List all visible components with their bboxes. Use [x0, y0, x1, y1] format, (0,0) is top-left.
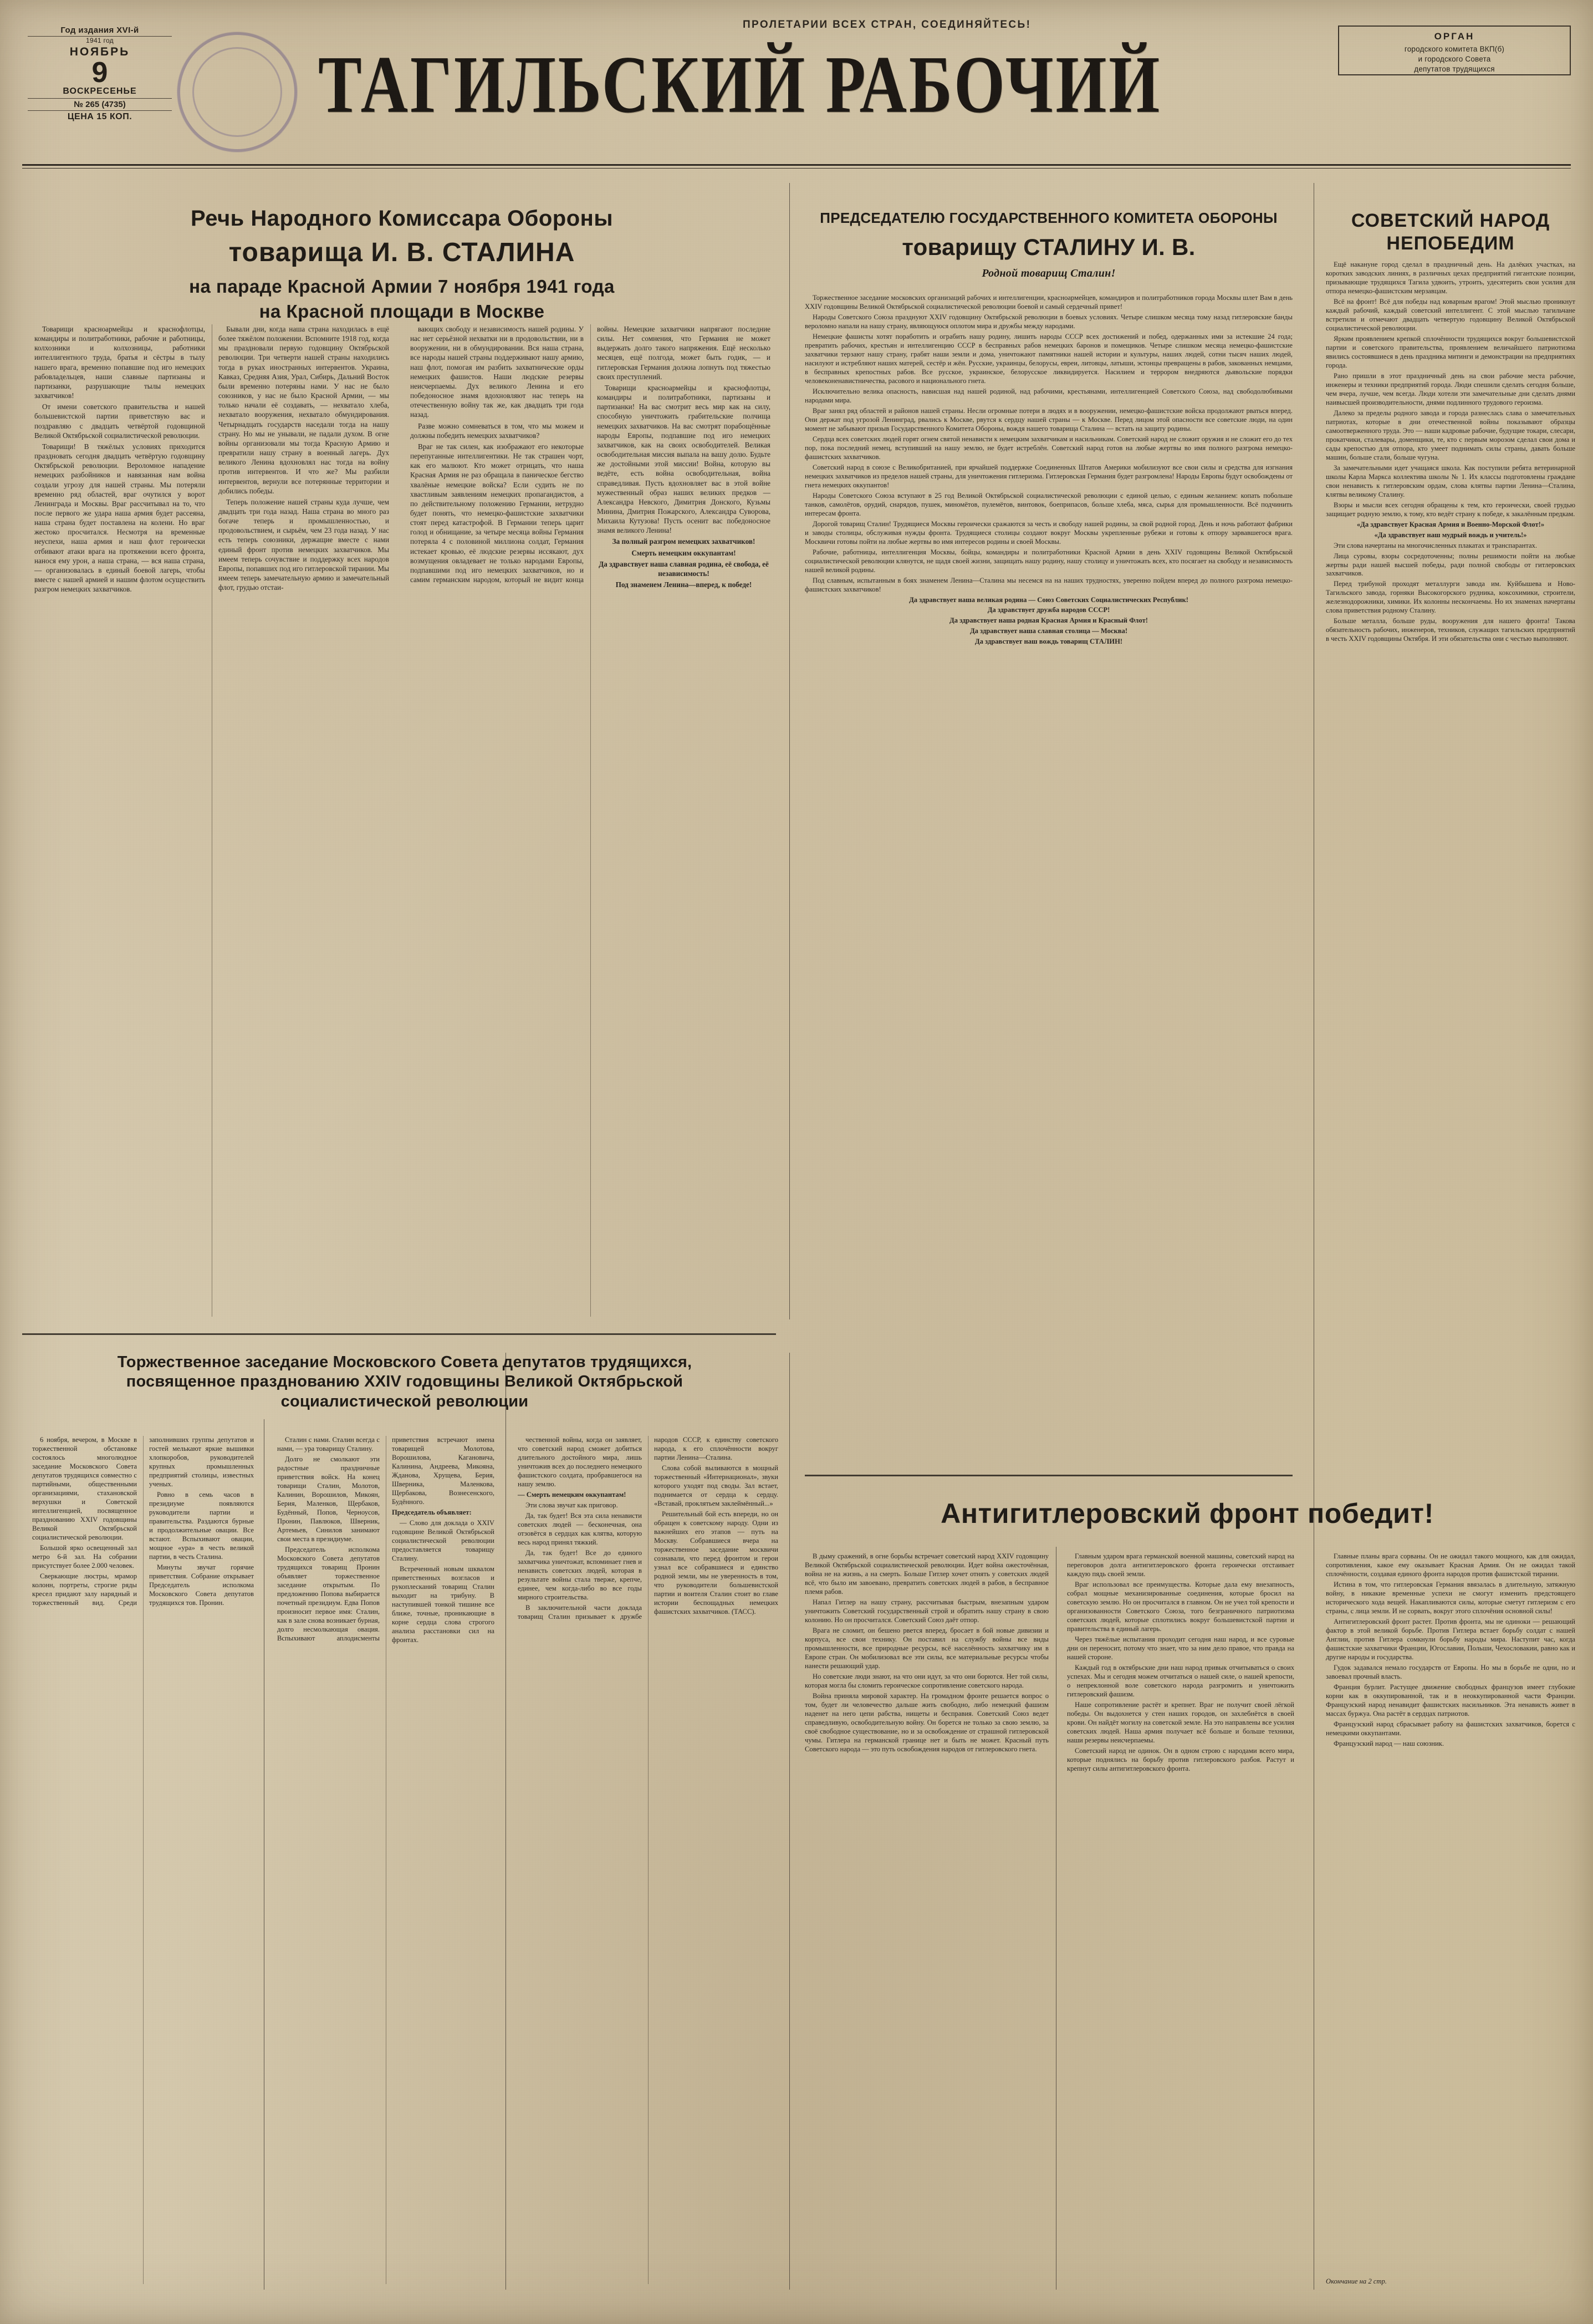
article5-c2-p5: Наше сопротивление растёт и крепнет. Враг не получит своей лёгкой победы. Он выдохнется у стен наших городов, он захлебнётся в своей крови. Он найдёт могилу на советской земле. На это направлены все усилия советских людей. Наша армия получает всё больше и больше техники, наши резервы неисчерпаемы.: [1067, 1700, 1294, 1744]
article1-head-line4: на Красной площади в Москве: [259, 300, 545, 322]
edition-weekday: ВОСКРЕСЕНЬЕ: [63, 86, 137, 96]
continued-label: Окончание на 2 стр.: [1326, 2277, 1387, 2285]
article2-p9: Дорогой товарищ Сталин! Трудящиеся Москвы героически сражаются за честь и свободу нашей родины, за свой родной город. День и ночь работают фабрики и заводы столицы, обслуживая нужды фронта. Трудящиеся столицы создают вокруг Москвы укрепленные рубежи и готовы к отпору зарвавшегося врага. Москвичи готовы пойти на любые жертвы во имя интересов родины и своей Москвы.: [805, 519, 1293, 546]
article3-p1: Ещё накануне город сделал в праздничный день. На далёких участках, на коротких заводских линиях, в различных цехах предприятий гигантские позиции, призывающие трудящихся Тагила удвоить, утроить, удесятерить свои усилия для отпора немецко-фашистским мерзавцам.: [1326, 261, 1575, 295]
article4-c2-p4: Председатель объявляет:: [392, 1508, 472, 1516]
article3-body: [1326, 261, 1575, 1397]
article4-head-line3: социалистической революции: [280, 1392, 529, 1410]
article4-c1-p5: Минуты звучат горячие приветствия. Собрание открывает Председатель исполкома Московского Совета депутатов трудящихся тов. Пронин.: [149, 1563, 254, 1607]
section-rule-upper: [22, 1333, 776, 1335]
article4-c1-p1: 6 ноября, вечером, в Москве в торжественной обстановке состоялось многолюдное заседание Московского Совета депутатов трудящихся совместно с партийными, общественными организациями, стахановской верхушки и Советской интеллигенцией, посвященное празднованию XXIV годовщины Великой Октябрьской социалистической революции.: [32, 1436, 137, 1541]
organ-label: ОРГАН: [1434, 31, 1475, 42]
article1-slogan-4: Под знаменем Ленина—вперед, к победе!: [615, 580, 752, 589]
article3-p10: Перед трибуной проходят металлурги завода им. Куйбышева и Ново-Тагильского завода, горняки Высокогорского рудника, коксохимики, строители, железнодорожники, химики. Их колонны нескончаемы. Но их знаменах начертаны слова приветствия родному Сталину.: [1326, 580, 1575, 615]
article3-p5: Далеко за пределы родного завода и города разнеслась слава о замечательных патриотах, которые в дни отечественной войны показывают образцы самоотверженного труда. Это — наши кадровые рабочие, будущие токари, слесари, прокатчики, сталевары, доменщики, те, кто с первым морозом сделал свои дома и сады крепостью для отпора, кто умеет поднимать силы страны, давать больше машин, больше стали, больше чугуна.: [1326, 409, 1575, 461]
article4-c3-p2: — Смерть немецким оккупантам!: [518, 1490, 626, 1499]
article3-slogan-1: «Да здравствует Красная Армия и Военно-Морской Флот!»: [1356, 520, 1545, 528]
article2-p5: Враг занял ряд областей и районов нашей страны. Несли огромные потери в людях и в вооружении, немецко-фашистские войска продолжают рваться вперед. Они держат под угрозой Ленинград, рвались к Москве, рвутся к сердцу нашей страны — к Москве. Перед лицом этой опасности все советские люди, на один момент не забывают призыв Государственного Комитета Обороны, вождя нашего товарища Сталина — встать на защиту родины.: [805, 406, 1293, 432]
article2-p10: Рабочие, работницы, интеллигенция Москвы, бойцы, командиры и политработники Красной Армии в день XXIV годовщины Великой Октябрьской социалистической революции клянутся, не щадя своей жизни, защищать нашу родину, нашу столицу и уничтожать всех, кто посягает на свободу и независимость нашей великой родины.: [805, 548, 1293, 574]
article1-p4: Бывали дни, когда наша страна находилась в ещё более тяжёлом положении. Вспомните 1918 год, когда мы праздновали первую годовщину Октябрьской революции. Три четверти нашей страны находились тогда в руках иностранных интервентов. Украина, Кавказ, Средняя Азия, Урал, Сибирь, Дальний Восток были временно потеряны нами. У нас не было союзников, у нас не было Красной Армии, — мы только начали её создавать, — нехватало хлеба, нехватало вооружения, нехватало обмундирования. Четырнадцать государств наседали тогда на нашу страну. Но мы не унывали, не падали духом. В огне войны организовали мы тогда Красную Армию и превратили нашу страну в военный лагерь. Дух великого Ленина вдохновлял нас тогда на войну против интервентов. И что же? Мы разбили интервентов, вернули все потерянные территории и добились победы.: [218, 325, 389, 495]
article2-p1: Торжественное заседание московских организаций рабочих и интеллигенции, красноармейцев, командиров и политработников города Москвы шлет Вам в день XXIV годовщины Великой Октябрьской социалистической революции боевой и самый сердечный привет!: [805, 294, 1293, 310]
article4-c3-p4: Да, так будет! Вся эта сила ненависти советских людей — бесконечная, она отзовётся в сердцах как клятва, которую весь народ принял тяжкий.: [518, 1511, 642, 1546]
article4-c3-p7: Слова собой выливаются в мощный торжественный «Интернационал», звуки которого уходят под своды. Зал встает, поднимается от сердца к сердцу. «Вставай, проклятьем заклеймённый...»: [654, 1464, 778, 1507]
article4-column-3: [518, 1436, 778, 2284]
article5-c3-p1: Главные планы врага сорваны. Он не ожидал такого мощного, как для ожидал, сопротивления, какое ему оказывает Красная Армия. Он не ожидал такой сплочённости, создавая единого фронта народов против фашистской тирании.: [1326, 1552, 1575, 1578]
article4-c2-p2: Долго не смолкают эти радостные праздничные приветствия войск. На конец товарищи Сталин, Молотов, Калинин, Ворошилов, Микоян, Берия, Маленков, Щербаков, Будённый, Попов, Черноусов, Пронин, Павлюков, Шверник, Артемьев, Синилов занимают свои места в президиуме.: [277, 1455, 380, 1543]
article5-c3-p6: Французский народ сбрасывает работу на фашистских захватчиков, борется с немецкими оккупантами.: [1326, 1720, 1575, 1737]
article5-column-2: [1067, 1552, 1294, 2290]
article3-p11: Больше металла, больше руды, вооружения для нашего фронта! Такова обязательность рабочих, инженеров, техников, служащих тагильских предприятий в честь XXIV годовщины Октября. И эти обязательства они с честью выполняют.: [1326, 617, 1575, 643]
article4-c1-p3: Сверкающие люстры, мрамор колонн, портреты, строгие ряды кресел придают залу нарядный и торжественный вид. Среди заполнивших группы депутатов и гостей мелькают яркие вышивки хлопкоробов, руководителей крупных промышленных предприятий столицы, известных ученых.: [32, 1436, 254, 1607]
article4-c3-p8: Решительный бой есть впереди, но он обращен к советскому народу. Одни из важнейших его этапов — путь на Москву. Собравшиеся вчера на торжественное заседание москвичи сознавали, что перед фронтом и герои узнал все собравшиеся и единство родной земли, мы не уверенность в том, что руководители большевистской партии и воителя Сталин стоит во главе истории беспощадных немецких фашистских захватчиков. (ТАСС).: [654, 1510, 778, 1615]
article1-column-2: [410, 324, 770, 1317]
article1-p7: Разве можно сомневаться в том, что мы можем и должны победить немецких захватчиков?: [410, 421, 584, 440]
article3-headline: [1326, 210, 1575, 256]
article5-c2-p4: Каждый год в октябрьские дни наш народ привык отчитываться о своих успехах. Мы и сегодня можем отчитаться о нашей силе, о нашей крепости, о непреклонной воле советского народа разгромить и уничтожить гитлеровский фашизм.: [1067, 1663, 1294, 1698]
article5-c3-p4: Гудок задавался немало государств от Европы. Но мы в борьбе не одни, но и завоевал прочный власть.: [1326, 1663, 1575, 1680]
article1-p5: Теперь положение нашей страны куда лучше, чем двадцать три года назад. Наша страна во много раз богаче теперь и промышленностью, и продовольствием, и сырьём, чем 23 года назад. У нас есть теперь союзники, держащие вместе с нами единый фронт против немецких захватчиков. Мы имеем теперь сочувствие и поддержку всех народов Европы, попавших под иго гитлеровской тирании. Мы имеем теперь замечательную армию и замечательный флот, грудью отстаи-: [218, 497, 389, 592]
article1-p3: Товарищи! В тяжёлых условиях приходится праздновать сегодня двадцать четвёртую годовщину Октябрьской революции. Вероломное нападение немецких разбойников и навязанная нам война создали угрозу для нашей страны. Мы потеряли временно ряд областей, враг очутился у ворот Ленинграда и Москвы. Враг рассчитывал на то, что после первого же удара наша армия будет рассеяна, наша страна будет поставлена на колени. Но враг жестоко просчитался. Несмотря на временные неуспехи, наша армия и наш флот героически отбивают атаки врага на протяжении всего фронта, нанося ему урон, а наша страна, — вся наша страна, — организовалась в единый боевой лагерь, чтобы вместе с нашей армией и нашим флотом осуществить разгром немецких захватчиков.: [34, 442, 205, 594]
page-title: ТАГИЛЬСКИЙ РАБОЧИЙ: [318, 39, 1162, 130]
issue-price: ЦЕНА 15 КОП.: [28, 110, 172, 123]
article2-slogan-3: Да здравствует наша родная Красная Армия и Красный Флот!: [949, 616, 1148, 625]
masthead-rule-top: [22, 164, 1571, 166]
article2-p4: Исключительно велика опасность, нависшая над нашей родиной, над рабочими, крестьянами, интеллигенцией Советского Союза, над свободолюбивыми народами мира.: [805, 387, 1293, 404]
article2-p2: Народы Советского Союза празднуют XXIV годовщину Октябрьской революции в боевых условиях. Четыре слишком месяца тому назад гитлеровские банды вероломно напали на нашу страну, являющуюся оплотом мира и дружбы между народами.: [805, 313, 1293, 330]
article1-slogan-3: Да здравствует наша славная родина, её свобода, её независимость!: [599, 559, 769, 578]
article2-slogan-1: Да здравствует наша великая родина — Союз Советских Социалистических Республик!: [909, 595, 1188, 604]
article2-salutation: Родной товарищ Сталин!: [982, 267, 1116, 279]
section-rule-upper-right: [805, 1475, 1293, 1476]
article2-p6: Сердца всех советских людей горят огнем святой ненависти к немецким захватчикам и насильникам. Советский народ не сложит оружия и не сложит его до тех пор, пока последний немец, вступивший на нашу землю, не будет истреблён. Советский народ готов на любые жертвы во имя полного разгрома немецко-фашистских захватчиков.: [805, 435, 1293, 461]
article2-headline: [805, 210, 1293, 280]
article5-c3-p2: Истина в том, что гитлеровская Германия ввязалась в длительную, затяжную войну, в никакие временные успехи не смогут изменить предстоящего исторического хода вещей. Накапливаются силы, которые сметут гитлеризм с его страны, с лица земли. И не сорвать, вокруг этого сплочёния основной силы!: [1326, 1580, 1575, 1615]
article5-c1-p2: Напал Гитлер на нашу страну, рассчитывая быстрым, внезапным ударом уничтожить Советский государственный строй и обратить нашу страну в свою колонию. Но он просчитался. Советский Союз даёт отпор.: [805, 1598, 1049, 1624]
article1-slogan-1: За полный разгром немецких захватчиков!: [612, 537, 755, 546]
slogan-proletarians: ПРОЛЕТАРИИ ВСЕХ СТРАН, СОЕДИНЯЙТЕСЬ!: [743, 19, 1032, 30]
article1-head-line1: Речь Народного Комиссара Обороны: [191, 206, 613, 231]
article1-head-line3: на параде Красной Армии 7 ноября 1941 года: [189, 276, 615, 297]
article5-c2-p1: Главным ударом врага германской военной машины, советский народ на переговоров долга антигитлеровского фронта героически отстаивает каждую пядь своей земли.: [1067, 1552, 1294, 1578]
article2-slogan-4: Да здравствует наша славная столица — Москва!: [969, 627, 1128, 635]
article4-c3-p5: Да, так будет! Все до единого захватчика уничтожат, вспоминает гнев и ненависть советских людей, которая в результате войны стала тверже, крепче, единее, чем когда-либо во все годы мирного строительства.: [518, 1548, 642, 1601]
edition-year2: 1941 год: [86, 36, 114, 44]
article4-c2-p1: Сталин с нами. Сталин всегда с нами, — ура товарищу Сталину.: [277, 1436, 380, 1452]
article2-slogan-5: Да здравствует наш вождь товарищ СТАЛИН!: [974, 638, 1123, 646]
article4-head-line1: Торжественное заседание Московского Совета депутатов трудящихся,: [117, 1353, 692, 1371]
article2-p7: Советский народ в союзе с Великобританией, при ярчайшей поддержке Соединенных Штатов Америки мобилизуют все свои силы и средства для изгнания немецких захватчиков из пределов нашей страны, для уничтожения гитлеризма. Гитлеровская Германия будет разгромлена! Народы Европы будут освобождены от гнета немецких оккупантов!: [805, 463, 1293, 489]
article5-c3-p3: Антигитлеровский фронт растет. Против фронта, мы не одиноки — решающий фактор в этой великой борьбе. Против Гитлера встает борьбу солдат с нашей Англии, против Гитлера сомкнули борьбу народы мира. Наступит час, когда фашистские захватчики Франции, Югославии, Польши, Чехословакии, равно как и другие народы и государства.: [1326, 1617, 1575, 1661]
article5-c3-p7: Французский народ — наш союзник.: [1334, 1739, 1444, 1747]
article5-continuation-note: [1326, 2277, 1575, 2286]
article2-head-line1: ПРЕДСЕДАТЕЛЮ ГОСУДАРСТВЕННОГО КОМИТЕТА ОБОРОНЫ: [820, 210, 1278, 226]
article4-c2-p3: Председатель исполкома Московского Совета депутатов трудящихся товарищ Пронин объявляет торжественное заседание открытым. По предложению Попова выбирается почетный президиум. Едва Попов произносит первое имя: Сталин, как в зале снова возникает бурная, долго несмолкающая овация. Вспыхивают аплодисменты приветствия встречают имена товарищей Молотова, Ворошилова, Кагановича, Калинина, Андреева, Микояна, Жданова, Хрущева, Берия, Шверника, Маленкова, Щербакова, Вознесенского, Будённого.: [277, 1436, 494, 1642]
article1-column-1: [34, 324, 389, 1317]
column-divider-4: [789, 1353, 790, 2290]
masthead-date-block: [28, 26, 172, 122]
article2-p11: Под славным, испытанным в боях знаменем Ленина—Сталина мы несемся на на наших трудностях, уверенно пойдем вперед до полного разгрома немецко-фашистских захватчиков!: [805, 576, 1293, 593]
article1-p6: вающих свободу и независимость нашей родины. У нас нет серьёзной нехватки ни в продовольствии, ни в вооружении, ни в обмундировании. Вся наша страна, все народы нашей страны поддерживают нашу армию, наш флот, помогая им разбить захватнические орды немецких фашистов. Наши людские резервы неисчерпаемы. Дух великого Ленина и его победоносное знамя вдохновляют нас теперь на отечественную войну так же, как двадцать три года назад.: [410, 325, 584, 419]
article4-c3-p3: Эти слова звучат как приговор.: [525, 1501, 618, 1509]
organ-line-2: и городского Совета: [1418, 55, 1491, 64]
article5-c1-p3: Врага не сломит, он бешено рвется вперед, бросает в бой новые дивизии и корпуса, все свои технику. Он поставил на службу войны все виды промышленности, все природные ресурсы, всё населённость захватчику им в Европе стран. Он мобилизовал все эти силы, все материальные ресурсы чтобы нанести решающий удар.: [805, 1626, 1049, 1670]
article1-slogan-2: Смерть немецким оккупантам!: [631, 548, 736, 557]
edition-month: НОЯБРЬ: [69, 45, 130, 58]
article4-c2-p6: Встреченный новым шквалом приветственных возгласов и рукоплесканий товарищ Сталин выходит на трибуну. В наступившей тонкой тишине все ближе, точные, проникающие в корне сердца слова строгого анализа расстановки сил на фронтах.: [392, 1564, 494, 1644]
article3-p4: Рано пришли в этот праздничный день на свои рабочие места рабочие, инженеры и техники предприятий города. Люди спешили сделать сегодня больше, чем вчера, лучше, чем всегда. Люди хотели эти замечательные дни сделать днями наивысшей производительности, днями подлинного трудового героизма.: [1326, 371, 1575, 406]
article4-column-1: [32, 1436, 254, 2284]
edition-day: 9: [91, 56, 108, 89]
article1-p1: Товарищи красноармейцы и краснофлотцы, командиры и политработники, рабочие и работницы, колхозники и колхозницы, работники интеллигентного труда, братья и сёстры в тылу нашего врага, временно попавшие под иго немецких рабовладельцев, наши славные партизаны и партизанки, разрушающие тылы немецких захватчиков!: [34, 325, 205, 400]
article5-c3-p5: Франция бурлит. Растущее движение свободных французов имеет глубокие корни как в оккупированной, так и в неоккупированной части Франции. Французский народ ненавидит фашистских насильников. Эта ненависть живет в массах буржуа. Она растёт в сердцах патриотов.: [1326, 1683, 1575, 1717]
article3-p8: Эти слова начертаны на многочисленных плакатах и транспарантах.: [1334, 541, 1538, 549]
article5-c2-p6: Советский народ не одинок. Он в одном строю с народами всего мира, которые поднялись на борьбу против гитлеровского разбоя. Растут и крепнут силы антигитлеровского фронта.: [1067, 1746, 1294, 1772]
article3-head: СОВЕТСКИЙ НАРОД НЕПОБЕДИМ: [1351, 210, 1550, 254]
article2-slogan-2: Да здравствует дружба народов СССР!: [987, 606, 1110, 614]
article4-headline: [33, 1353, 776, 1411]
article1-p8: Враг не так силен, как изображают его некоторые перепуганные интеллигентики. Не так страшен чорт, как его малюют. Кто может отрицать, что наша Красная Армия не раз обращала в паническое бегство хвалёные немецкие войска? Если судить не по хвастливым заявлениям немецких пропагандистов, а по действительному положению Германии, нетрудно будет понять, что немецко-фашистские захватчики стоят перед катастрофой. В Германии теперь царит голод и обнищание, за четыре месяца войны Германия потеряла 4 с половиной миллиона солдат, Германия истекает кровью, её людские резервы иссякают, дух возмущения овладевает не только народами Европы, подпавшими под иго немецких захватчиков, но и самим германским народом, который не видит конца войны. Немецкие захватчики напрягают последние силы. Нет сомнения, что Германия не может выдержать долго такого напряжения. Ещё несколько месяцев, ещё полгода, может быть годик, — и гитлеровская Германия должна лопнуть под тяжестью своих преступлений.: [410, 325, 770, 584]
article4-head-line2: посвященное празднованию XXIV годовщины Великой Октябрьской: [126, 1373, 683, 1391]
edition-year: Год издания XVI-й: [28, 26, 172, 37]
article2-head-line2: товарищу СТАЛИНУ И. В.: [902, 233, 1196, 260]
organ-line-1: городского комитета ВКП(б): [1404, 45, 1505, 53]
article3-p9: Лица суровы, взоры сосредоточенны; полны решимости пойти на любые жертвы ради нашей высшей победы, ради полной свободы от гитлеровских захватчиков.: [1326, 552, 1575, 578]
article4-c1-p2: Большой ярко освещенный зал метро 6-й зал. На собрании присутствует более 2.000 человек.: [32, 1543, 137, 1569]
article3-slogan-2: «Да здравствует наш мудрый вождь и учитель!»: [1374, 531, 1527, 539]
article1-p2: От имени советского правительства и нашей большевистской партии приветствую вас и поздравляю с двадцать четвёртой годовщиной Великой Октябрьской социалистической революции.: [34, 402, 205, 440]
article1-head-line2: товарища И. В. СТАЛИНА: [228, 237, 575, 267]
organ-line-3: депутатов трудящихся: [1414, 65, 1495, 74]
column-divider-1: [789, 183, 790, 1319]
article2-body: [805, 294, 1293, 1452]
article5-c1-p1: В дыму сражений, в огне борьбы встречает советский народ XXIV годовщину Великой Октябрьской социалистической революции. Идет война ожесточённая, война не на жизнь, а на смерть. Больше Гитлер хочет отнять у советских людей всё, что было им завоевано, превратить советских людей в рабов, в бесправное племя рабов.: [805, 1552, 1049, 1596]
article5-headline: [805, 1497, 1570, 1531]
article4-c3-p6: В заключительной части доклада товарищ Сталин призывает к дружбе народов СССР, к единству советского народа, к его сплочённости вокруг партии Ленина—Сталина.: [518, 1436, 778, 1620]
article5-c1-p4: Но советские люди знают, на что они идут, за что они борются. Нет той силы, которая могла бы сломить героическое сопротивление советского народа.: [805, 1672, 1049, 1689]
article5-c2-p3: Через тяжёлые испытания проходит сегодня наш народ, и все суровые дни он переносит, потому что знает, что за ним дело правое, что правда на нашей стороне.: [1067, 1635, 1294, 1661]
article2-p3: Немецкие фашисты хотят поработить и ограбить нашу родину, лишить народы СССР всех достижений и побед, одержанных ими за истекшие 24 года; превратить рабочих, крестьян и интеллигенцию СССР в бесправных рабов немецких баронов и помещиков. Четыре слишком месяца немецко-фашистские захватчики терзают нашу страну, грабят наши земли и дома, уничтожают памятники нашей истории и культуры, наших людей, сотни тысяч наших людей, насилуют и истребляют наших матерей, сестёр и жён. Русские, украинцы, белорусы, евреи, литовцы, латыши, эстонцы превращены в рабов, закованных немцами, в бесправных крепостных рабов. Все русское, украинское, белорусское ликвидируется. Насилием и террором внедряются дьявольские порядки человеконенавистничества, расового и национального гнета.: [805, 332, 1293, 385]
article4-c2-p5: — Слово для доклада о XXIV годовщине Великой Октябрьской социалистической революции предоставляется товарищу Сталину.: [392, 1518, 494, 1562]
article5-head: Антигитлеровский фронт победит!: [941, 1498, 1434, 1529]
article3-p6: За замечательными идет учащаяся школа. Как поступили ребята ветеринарной школы Карла Маркса коллектива школы № 1. Их классы подготовлены граждане свои ненависть к гитлеровским ордам, слова клятвы партии Ленина—Сталина, клятвы великому Сталину.: [1326, 463, 1575, 498]
masthead: [22, 16, 1571, 176]
article5-c1-p5: Война приняла мировой характер. На громадном фронте решается вопрос о том, будет ли человечество дальше жить свободно, либо немецкий фашизм наденет на него цепи рабства, нищеты и бесправия. Советский Союз ведет справедливую, освободительную войну. Он борется не только за свою землю, за своё свободное существование, но и за освобождение от страшной гитлеровской чумы. Гитлера на германской границе нет и быть не может. Красный путь Советского народа — это путь освобождения народов от гитлеровского гнета.: [805, 1691, 1049, 1753]
article5-column-1: [805, 1552, 1049, 2290]
article4-c3-p1: чественной войны, когда он заявляет, что советский народ сможет добиться длительного достойного мира, лишь уничтожив всех до последнего немецкого фашистского солдата, пробравшегося на нашу землю.: [518, 1436, 642, 1488]
article5-column-3: [1326, 1552, 1575, 2273]
masthead-rule-bottom: [22, 168, 1571, 169]
issue-number: № 265 (4735): [28, 98, 172, 110]
article1-p9: Товарищи красноармейцы и краснофлотцы, командиры и политработники, партизаны и партизанки! На вас смотрит весь мир как на силу, способную уничтожить грабительские полчища немецких захватчиков. На вас смотрят порабощённые народы Европы, подпавшие под иго немецких захватчиков, как на своих освободителей. Великая освободительная миссия выпала на вашу долю. Будьте же достойными этой миссии! Война, которую вы ведёте, есть война освободительная, война справедливая. Пусть вдохновляет вас в этой войне мужественный образ наших великих предков — Александра Невского, Димитрия Донского, Кузьмы Минина, Дмитрия Пожарского, Александра Суворова, Михаила Кутузова! Пусть осенит вас победоносное знамя великого Ленина!: [597, 383, 770, 535]
article1-headline: [33, 205, 770, 323]
article3-p7: Взоры и мысли всех сегодня обращены к тем, кто героически, своей грудью защищает родную землю, к тому, кто ведёт страну к победе, к закалённым предкам.: [1326, 501, 1575, 518]
article4-c1-p4: Ровно в семь часов в президиуме появляются руководители партии и правительства. Раздаются бурные и продолжительные овации. Все встают. Вспыхивают овации, мощное «ура» в честь великой партии, в честь Сталина.: [149, 1490, 254, 1561]
article2-p8: Народы Советского Союза вступают в 25 год Великой Октябрьской социалистической революции с единой целью, с единым желанием: копать побольше танков, самолётов, орудий, снарядов, пушек, миномётов, пулемётов, винтовок, боеприпасов, больше хлеба, мяса, сырья для промышленности. Всё подчинить интересам фронта.: [805, 491, 1293, 517]
article3-p3: Ярким проявлением крепкой сплочённости трудящихся вокруг большевистской партии и советского правительства, проявлением величайшего патриотизма явились состоявшиеся в день праздника митинги и демонстрации на предприятиях города.: [1326, 334, 1575, 369]
article5-c2-p2: Враг использовал все преимущества. Которые дала ему внезапность, собрал мощные механизированные соединения, которые бросил на советскую землю. Но он просчитался в главном. Он не учел той крепости и организованности Советского Союза, того безграничного патриотизма советских людей, которые сплотились вокруг большевистской партии и правительства в единый лагерь.: [1067, 1580, 1294, 1633]
organ-box: [1338, 26, 1571, 75]
article4-column-2: [277, 1436, 494, 2284]
article3-p2: Всё на фронт! Всё для победы над коварным врагом! Этой мыслью проникнут каждый рабочий, каждый советский интеллигент. С этой мыслью тагильчане встретили и отмечают двадцать четвертую годовщину Великой Октябрьской социалистической революции.: [1326, 297, 1575, 332]
